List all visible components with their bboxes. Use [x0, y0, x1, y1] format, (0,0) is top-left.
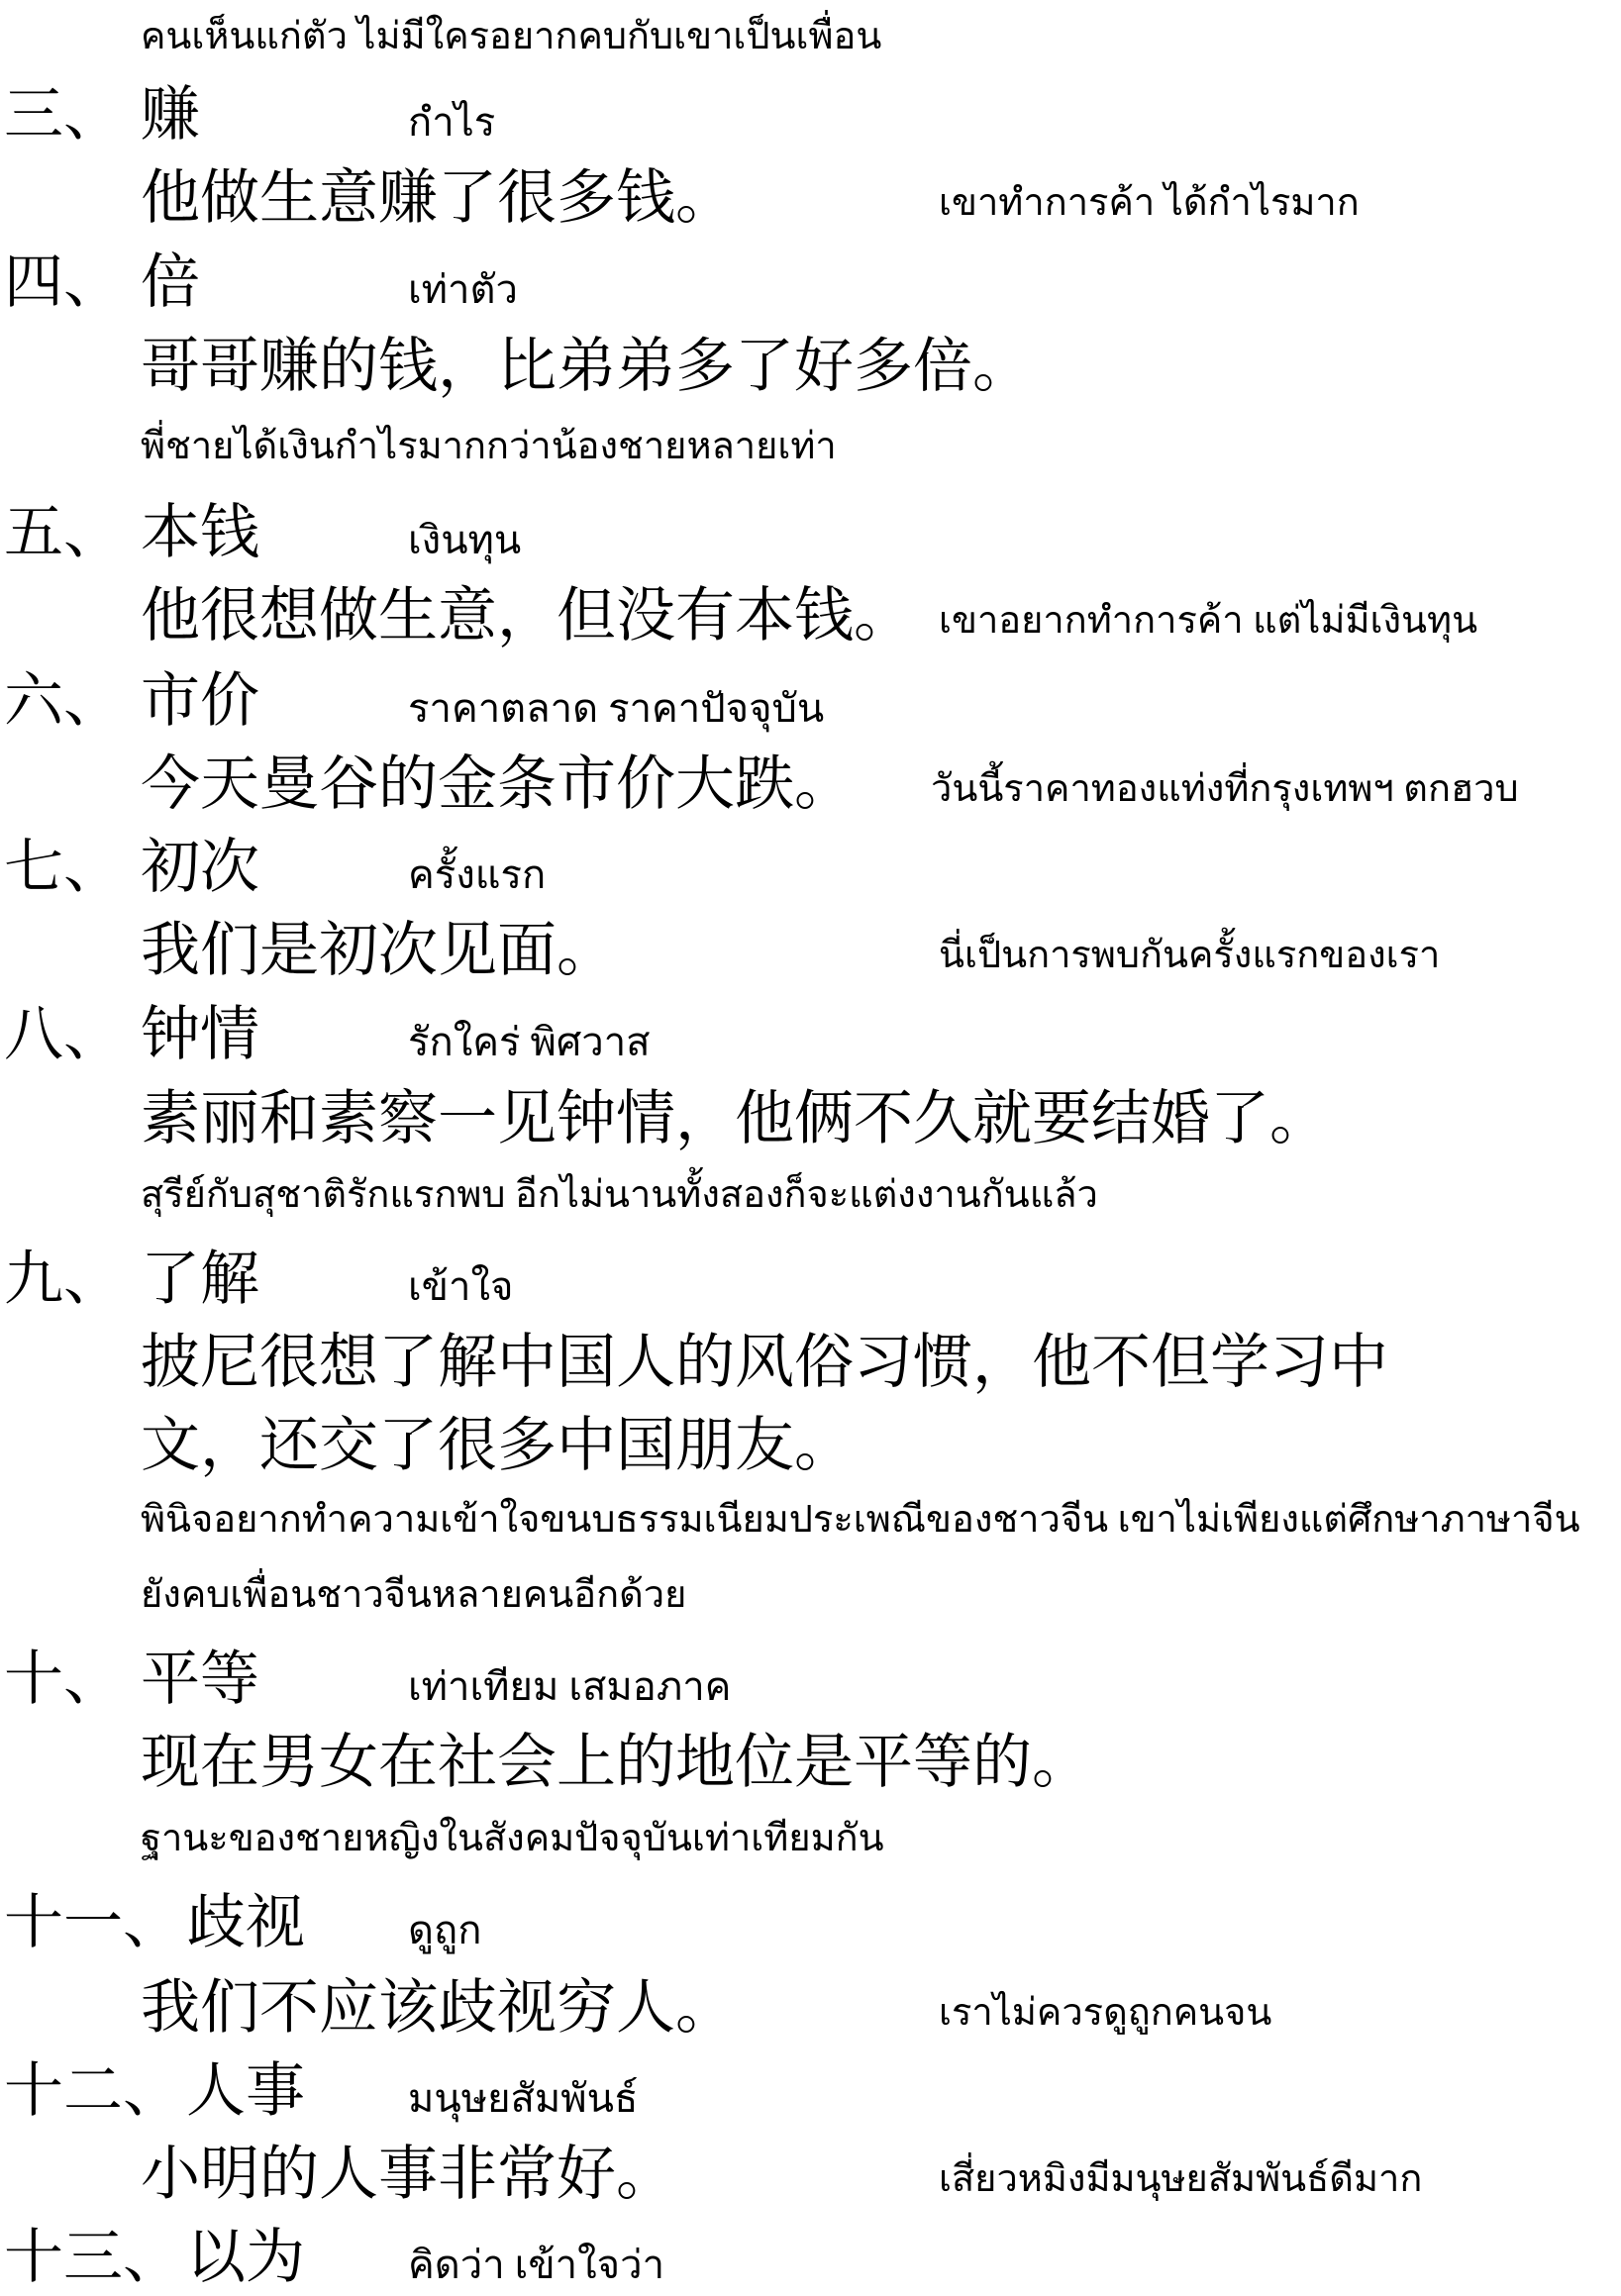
example-sentence-line-1: 披尼很想了解中国人的风俗习惯，他不但学习中: [141, 1328, 1388, 1397]
example-sentence: 我们不应该歧视穷人。: [141, 1973, 735, 2043]
example-translation: เขาอยากทำการค้า แต่ไม่มีเงินทุน: [939, 600, 1478, 642]
entry-number: 十一、: [4, 1888, 182, 1957]
entry-number: 六、: [4, 666, 123, 736]
entry-gloss: ราคาตลาด ราคาปัจจุบัน: [408, 686, 825, 731]
example-sentence: 现在男女在社会上的地位是平等的。: [141, 1728, 1091, 1797]
entry-word: 了解: [141, 1245, 259, 1314]
entry-gloss: ครั้งแรก: [408, 852, 547, 897]
entry-word: 人事: [186, 2056, 305, 2126]
entry-gloss: เงินทุน: [408, 518, 522, 562]
entry-word: 赚: [141, 80, 200, 150]
entry-number: 八、: [4, 1000, 123, 1069]
entry-word: 钟情: [141, 1000, 259, 1069]
example-sentence: 他很想做生意，但没有本钱。: [141, 581, 913, 650]
example-translation: เสี่ยวหมิงมีมนุษยสัมพันธ์ดีมาก: [939, 2158, 1423, 2200]
entry-number: 十、: [4, 1645, 123, 1714]
entry-word: 以为: [186, 2223, 305, 2292]
entry-gloss: มนุษยสัมพันธ์: [408, 2076, 639, 2121]
example-translation-line-2: ยังคบเพื่อนชาวจีนหลายคนอีกด้วย: [141, 1574, 687, 1616]
entry-number: 五、: [4, 498, 123, 567]
example-translation: สุรีย์กับสุชาติรักแรกพบ อีกไม่นานทั้งสองก็จะแต่งงานกันแล้ว: [141, 1174, 1098, 1216]
example-translation: นี่เป็นการพบกันครั้งแรกของเรา: [939, 935, 1441, 976]
entry-word: 初次: [141, 833, 259, 902]
example-translation: วันนี้ราคาทองแท่งที่กรุงเทพฯ ตกฮวบ: [931, 768, 1519, 810]
entry-gloss: คิดว่า เข้าใจว่า: [408, 2243, 665, 2287]
entry-word: 歧视: [186, 1888, 305, 1957]
example-translation: เขาทำการค้า ได้กำไรมาก: [939, 182, 1360, 224]
example-sentence: 今天曼谷的金条市价大跌。: [141, 749, 854, 819]
entry-number: 四、: [4, 248, 123, 317]
example-sentence: 素丽和素察一见钟情，他俩不久就要结婚了。: [141, 1084, 1329, 1153]
example-translation: ฐานะของชายหญิงในสังคมปัจจุบันเท่าเทียมกัน: [141, 1818, 884, 1859]
example-translation-line-1: พินิจอยากทำความเข้าใจขนบธรรมเนียมประเพณีของชาวจีน เขาไม่เพียงแต่ศึกษาภาษาจีน: [141, 1499, 1580, 1541]
entry-number: 十三、: [4, 2223, 182, 2292]
example-translation: เราไม่ควรดูถูกคนจน: [939, 1992, 1272, 2034]
entry-word: 市价: [141, 666, 259, 736]
entry-number: 十二、: [4, 2056, 182, 2126]
entry-gloss: กำไร: [408, 100, 496, 145]
entry-word: 本钱: [141, 498, 259, 567]
entry-gloss: รักใคร่ พิศวาส: [408, 1020, 651, 1064]
example-sentence: 哥哥赚的钱，比弟弟多了好多倍。: [141, 332, 1032, 401]
entry-gloss: เท่าเทียม เสมอภาค: [408, 1664, 732, 1709]
example-sentence: 他做生意赚了很多钱。: [141, 163, 735, 233]
entry-gloss: ดูถูก: [408, 1908, 482, 1952]
entry-gloss: เท่าตัว: [408, 267, 518, 312]
entry-word: 平等: [141, 1645, 259, 1714]
entry-number: 三、: [4, 80, 123, 150]
entry-gloss: เข้าใจ: [408, 1264, 514, 1309]
entry-number: 九、: [4, 1245, 123, 1314]
example-sentence-line-2: 文，还交了很多中国朋友。: [141, 1411, 854, 1480]
example-sentence: 我们是初次见面。: [141, 916, 616, 985]
lead-translation: คนเห็นแก่ตัว ไม่มีใครอยากคบกับเขาเป็นเพื่อน: [141, 16, 882, 57]
entry-number: 七、: [4, 833, 123, 902]
example-sentence: 小明的人事非常好。: [141, 2140, 675, 2209]
example-translation: พี่ชายได้เงินกำไรมากกว่าน้องชายหลายเท่า: [141, 426, 837, 467]
entry-word: 倍: [141, 248, 200, 317]
